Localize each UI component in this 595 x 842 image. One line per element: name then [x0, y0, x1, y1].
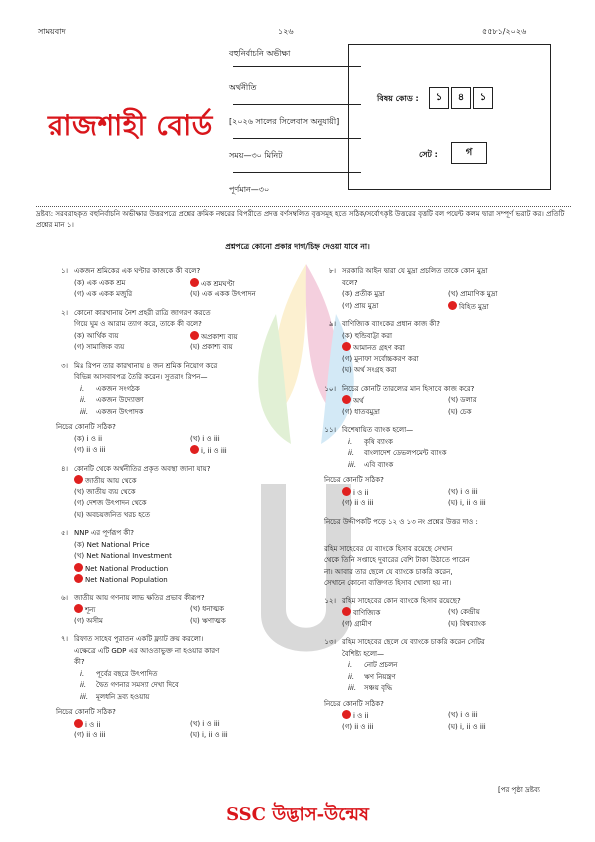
answer-option	[342, 331, 392, 342]
question-text: বিশেষায়িত ব্যাংক হলো—	[342, 426, 414, 434]
answer-option	[342, 395, 364, 407]
filled-bubble	[342, 710, 351, 719]
answer-option	[190, 331, 238, 343]
answer-option	[74, 563, 168, 575]
statement	[80, 692, 149, 703]
statement-text: মূলধনি দ্রব্য হওয়ায়	[96, 692, 150, 701]
option-letter: (ঘ)	[190, 616, 203, 625]
option-text: i ও ii	[353, 488, 369, 497]
stem-intro: নিচের উদ্দীপকটি পড়ে ১২ ও ১৩ নং প্রশ্নের উত্তর দাও :	[324, 517, 478, 526]
option-letter: (ক)	[74, 540, 87, 549]
answer-option	[74, 434, 102, 445]
statement-text: বাংলাদেশ ডেভলপমেন্ট ব্যাংক	[364, 449, 447, 457]
option-text: জাতীয় আয় থেকে	[85, 477, 137, 485]
statement-label: ii.	[80, 396, 87, 404]
divider	[233, 66, 361, 67]
option-letter: (ক)	[342, 331, 355, 340]
question-number: ৫।	[60, 529, 68, 537]
option-letter: (ঘ)	[448, 499, 461, 507]
option-letter: (খ)	[74, 487, 87, 496]
question-text: বিভিন্ন আসবাবপত্র তৈরি করেন। সুতরাং রিপন—	[74, 373, 208, 381]
option-text: ii ও iii	[86, 731, 106, 739]
option-text: প্রতীক মুদ্রা	[354, 290, 385, 298]
answer-option	[74, 278, 125, 289]
answer-option	[74, 289, 132, 300]
brand-footer: SSC উদ্ভাস-উন্মেষ	[226, 804, 369, 825]
question-number: ৯।	[328, 320, 336, 328]
exam-subject: অর্থনীতি	[229, 83, 257, 92]
answer-option	[74, 604, 95, 616]
statement	[348, 660, 397, 671]
option-text: i ও iii	[460, 487, 478, 496]
answer-option	[74, 342, 124, 353]
statement	[348, 460, 393, 471]
answer-option	[190, 616, 226, 627]
statement-label: i.	[80, 384, 85, 393]
stem-text: সেখানে কোনো ব্যক্তিগত হিসাব খোলা হয় না।	[324, 579, 452, 587]
option-letter: (গ)	[74, 446, 87, 454]
option-letter: (গ)	[74, 499, 87, 507]
option-letter: (গ)	[342, 499, 355, 507]
stem-text: না। আবার তার ছেলে যে ব্যাংকে চাকরি করেন,	[324, 567, 453, 576]
question-text: সরকারি আইন দ্বারা যে মুদ্রা প্রচলিত তাকে কোন মুদ্রা	[342, 267, 488, 275]
option-text: হুন্ডিবাট্টা করা	[354, 331, 393, 340]
filled-bubble	[448, 301, 457, 310]
option-text: i ও ii	[85, 720, 101, 729]
option-text: i ও iii	[202, 719, 220, 728]
statement-label: i.	[80, 669, 85, 678]
option-text: অপ্রকাশ্য ব্যয়	[201, 332, 238, 341]
option-text: অর্থ	[353, 397, 364, 405]
statement	[80, 407, 143, 418]
question-number: ৭।	[60, 635, 68, 643]
option-text: i, ii ও iii	[460, 722, 486, 731]
option-letter: (ক)	[74, 434, 87, 443]
answer-option	[74, 574, 168, 586]
option-letter: (ঘ)	[190, 290, 203, 298]
statement-text: নোট প্রচলন	[364, 661, 398, 669]
option-letter: (খ)	[448, 711, 461, 719]
answer-option	[342, 722, 374, 733]
question-text: NNP এর পূর্ণরূপ কী?	[74, 529, 134, 537]
statement-text: দ্বৈত গণনার সমস্যা দেখা দিবে	[96, 681, 179, 689]
answer-option	[448, 289, 497, 300]
option-text: এক শ্রমঘণ্টা	[201, 279, 235, 288]
question-text: একজন শ্রমিকের এক ঘণ্টার কাজকে কী বলে?	[74, 267, 201, 275]
filled-bubble	[74, 604, 83, 613]
filled-bubble	[342, 607, 351, 616]
option-letter: (গ)	[342, 407, 355, 416]
subject-code-label: বিষয় কোড :	[377, 94, 419, 103]
answer-option	[448, 487, 478, 498]
option-text: গ্রামীণ	[354, 619, 372, 628]
filled-bubble	[74, 475, 83, 484]
option-text: i, ii ও iii	[460, 499, 486, 507]
option-text: প্রায় মুদ্রা	[354, 301, 379, 310]
option-text: ঋণাত্মক	[202, 616, 226, 625]
option-letter: (গ)	[342, 354, 355, 363]
option-letter: (খ)	[190, 719, 203, 728]
code-digit: ১	[429, 87, 449, 109]
option-letter: (খ)	[448, 396, 461, 404]
answer-option	[448, 722, 486, 733]
option-text: অর্থ সংগ্রহ করা	[354, 366, 397, 374]
question-text: বাণিজ্যিক ব্যাংকের প্রধান কাজ কী?	[342, 320, 440, 328]
answer-option	[342, 301, 378, 312]
answer-option	[74, 331, 118, 342]
question-text: বলে?	[342, 278, 358, 287]
filled-bubble	[342, 342, 351, 351]
answer-option	[342, 354, 419, 365]
answer-option	[190, 445, 227, 457]
option-text: চেক	[460, 407, 472, 416]
option-text: প্রকাশ্য ব্যয়	[202, 343, 233, 351]
answer-option	[190, 278, 235, 290]
question-text: মিঃ রিপন তার কারখানায় ৪ জন শ্রমিক নিয়োগ করে	[74, 361, 218, 370]
option-text: Net National Price	[86, 540, 150, 549]
answer-option	[190, 730, 228, 741]
answer-option	[74, 719, 100, 731]
option-text: ii ও iii	[354, 722, 374, 731]
statement-text: একজন উৎপাদক	[96, 407, 144, 416]
option-letter: (ক)	[74, 331, 87, 340]
option-text: Net National Investment	[86, 552, 172, 560]
option-text: i ও iii	[202, 434, 220, 443]
option-text: এক একক শ্রম	[86, 278, 126, 287]
subject-code-digits	[429, 87, 495, 109]
divider	[233, 138, 361, 139]
question-number: ৮।	[328, 267, 336, 275]
option-letter: (ঘ)	[190, 731, 203, 739]
option-text: বিশ্বব্যাংক	[460, 619, 486, 628]
answer-option	[342, 607, 380, 619]
option-text: এক একক মজুরি	[86, 290, 133, 298]
next-page-note: [পর পৃষ্ঠা দ্রষ্টব্য	[498, 786, 540, 794]
option-text: মুনাফা সর্বোচ্চকরণ করা	[354, 354, 419, 363]
option-text: বিহিত মুদ্রা	[459, 302, 489, 311]
sub-question: নিচের কোনটি সঠিক?	[324, 699, 384, 708]
option-text: আমানত গ্রহণ করা	[353, 344, 405, 352]
subject-tag: সাময়বাদ	[38, 27, 66, 36]
sub-question: নিচের কোনটি সঠিক?	[56, 423, 116, 431]
question-text: কোনো কারখানায় নৈশ প্রহরী রাত্রি জাগরণ করতে	[74, 308, 211, 317]
question-number: ১।	[60, 267, 68, 275]
option-letter: (গ)	[342, 619, 355, 628]
statement-text: ঋণ নিয়ন্ত্রণ	[364, 672, 396, 681]
answer-option	[342, 407, 380, 418]
option-text: আর্থিক ব্যয়	[86, 331, 119, 340]
sub-question: নিচের কোনটি সঠিক?	[324, 476, 384, 484]
option-letter: (ঘ)	[74, 510, 87, 519]
answer-option	[342, 498, 374, 509]
option-letter: (খ)	[448, 608, 461, 616]
answer-option	[190, 342, 233, 353]
option-text: শূন্য	[85, 606, 96, 614]
filled-bubble	[190, 331, 199, 340]
filled-bubble	[190, 445, 199, 454]
instruction: দ্রষ্টব্য: সরবরাহকৃত বহুনির্বাচনি অভীক্ষার উত্তরপত্রে প্রশ্নের ক্রমিক নম্বরের বিপরীতে প্রদত্ত বর্ণসম্বলিত বৃত্তসমূহ হতে সঠিক/সর্বোৎকৃষ্ট উত্তরের বৃত্তটি বল পয়েন্ট কলম দ্বারা সম্পূর্ণ ভরাট কর। প্রতিটি প্রশ্নের মান ১।	[36, 206, 571, 231]
statement-label: i.	[348, 661, 353, 669]
option-text: Net National Population	[85, 576, 168, 584]
answer-option	[448, 710, 478, 721]
set-value: গ	[451, 142, 487, 164]
option-text: ডলার	[460, 396, 477, 404]
statement-label: iii.	[348, 460, 357, 469]
statement	[80, 669, 157, 680]
question-text: কোনটি থেকে অর্থনীতির প্রকৃত অবস্থা জানা যায়?	[74, 464, 211, 473]
answer-option	[74, 498, 147, 509]
option-text: ii ও iii	[354, 499, 374, 507]
option-text: ধনাত্মক	[202, 605, 225, 613]
answer-option	[74, 510, 150, 521]
question-number: ২।	[60, 308, 68, 317]
question-number: ৩।	[60, 361, 68, 370]
option-text: ধাতবমুদ্রা	[354, 407, 380, 416]
answer-option	[74, 445, 106, 456]
filled-bubble	[342, 395, 351, 404]
code-number: ৫৫৮১/২০২৬	[482, 27, 527, 36]
option-letter: (গ)	[342, 722, 355, 731]
answer-option	[342, 487, 368, 499]
answer-option	[190, 434, 220, 445]
code-box	[348, 44, 551, 190]
question-text: বৈশিষ্ট্য হলো—	[342, 649, 385, 658]
option-letter: (খ)	[448, 290, 461, 298]
question-number: ৪।	[60, 464, 68, 473]
question-text: রহিম সাহেবের কোন ব্যাংকে হিসাব রয়েছে?	[342, 596, 461, 605]
question-number: ১০।	[324, 384, 336, 393]
divider	[233, 104, 361, 105]
option-text: i, ii ও iii	[202, 731, 228, 739]
statement-text: পূর্বের বছরে উৎপাদিত	[96, 669, 158, 678]
statement-label: iii.	[348, 684, 357, 692]
stem-text: রহিম সাহেবের যে ব্যাংকে হিসাব রয়েছে সেখান	[324, 544, 453, 553]
filled-bubble	[342, 487, 351, 496]
statement-text: একজন সংগঠক	[96, 384, 140, 393]
answer-option	[448, 607, 480, 618]
option-letter: (ক)	[342, 290, 355, 298]
option-letter: (গ)	[342, 301, 355, 310]
answer-option	[74, 487, 136, 498]
filled-bubble	[74, 574, 83, 583]
question-text: এক্ষেত্রে এটি GDP এর আওতাভুক্ত না হওয়ার কারণ	[74, 646, 220, 655]
option-letter: (ক)	[74, 278, 87, 287]
answer-option	[190, 289, 256, 300]
answer-option	[74, 540, 150, 551]
page-number: ১২৬	[278, 27, 294, 36]
option-letter: (খ)	[190, 605, 203, 613]
code-digit: ১	[473, 87, 493, 109]
statement	[80, 384, 140, 395]
statement-label: ii.	[80, 681, 87, 689]
option-text: এক একক উৎপাদন	[202, 290, 256, 298]
filled-bubble	[74, 563, 83, 572]
option-text: জাতীয় ব্যয় থেকে	[86, 487, 136, 496]
answer-option	[342, 710, 368, 722]
exam-type: বহুনির্বাচনি অভীক্ষা	[229, 49, 291, 58]
option-letter: (ঘ)	[448, 407, 461, 416]
code-digit: ৪	[451, 87, 471, 109]
question-text: রহিম সাহেবের ছেলে যে ব্যাংকে চাকরি করেন সেটির	[342, 638, 485, 646]
statement	[80, 680, 179, 691]
answer-option	[74, 475, 137, 487]
option-letter: (খ)	[190, 434, 203, 443]
option-letter: (ঘ)	[448, 619, 461, 628]
question-text: নিচের কোনটি তারল্যের মান হিসাবে কাজ করে?	[342, 384, 475, 393]
exam-info	[221, 38, 352, 194]
exam-syllabus: [২০২৬ সালের সিলেবাস অনুযায়ী]	[229, 117, 340, 126]
option-letter: (গ)	[74, 731, 87, 739]
option-text: প্রামাণিক মুদ্রা	[460, 290, 498, 298]
answer-option	[190, 604, 224, 615]
board-title: রাজশাহী বোর্ড	[48, 109, 213, 142]
statement	[348, 683, 392, 694]
question-text: জাতীয় আয় গণনায় লাভ ক্ষতির প্রভাব কীরূপ?	[74, 593, 205, 602]
option-text: ii ও iii	[86, 446, 106, 454]
question-text: গিয়ে ঘুম ও আরাম ত্যাগ করে, তাকে কী বলে?	[74, 320, 202, 328]
answer-option	[190, 719, 220, 730]
answer-option	[74, 551, 172, 562]
exam-time: সময়—৩০ মিনিট	[229, 151, 283, 160]
question-number: ১৩।	[324, 638, 336, 646]
statement-text: কৃষি ব্যাংক	[364, 437, 393, 446]
set-label: সেট :	[419, 150, 438, 159]
option-letter: (গ)	[74, 616, 87, 625]
option-letter: (খ)	[74, 552, 87, 560]
answer-option	[448, 395, 477, 406]
option-text: i ও ii	[86, 434, 103, 443]
option-letter: (ঘ)	[448, 722, 461, 731]
question-text: রিফাত সাহেব পুরাতন একটি ফ্ল্যাট ক্রয় করলো।	[74, 635, 204, 643]
answer-option	[342, 289, 385, 300]
option-text: দেশজ উৎপাদন থেকে	[86, 499, 147, 507]
option-text: i ও iii	[460, 711, 478, 719]
statement	[348, 672, 396, 683]
stem-text: থেকে তিনি সপ্তাহে দুবারের বেশি টাকা উঠাতে পারেন	[324, 556, 470, 564]
option-text: সামাজিক ব্যয়	[86, 343, 125, 351]
statement-label: iii.	[80, 407, 89, 416]
option-text: অসীম	[86, 616, 103, 625]
statement-label: ii.	[348, 672, 355, 681]
option-letter: (ঘ)	[190, 343, 203, 351]
filled-bubble	[74, 719, 83, 728]
answer-option	[448, 301, 489, 313]
answer-option	[74, 616, 103, 627]
statement-text: সঞ্চয় বৃদ্ধি	[364, 684, 393, 692]
answer-option	[342, 619, 372, 630]
answer-option	[448, 407, 472, 418]
filled-bubble	[190, 278, 199, 287]
statement-label: i.	[348, 437, 353, 446]
statement-label: iii.	[80, 692, 89, 701]
question-number: ৬।	[60, 593, 68, 602]
statement	[348, 448, 447, 459]
statement	[80, 395, 144, 406]
option-text: বাণিজ্যিক	[353, 609, 381, 617]
question-number: ১২।	[324, 596, 336, 605]
no-mark-notice: প্রশ্নপত্রে কোনো প্রকার দাগ/চিহ্ন দেওয়া যাবে না।	[225, 242, 370, 251]
answer-option	[342, 342, 405, 354]
option-text: অবচয়জনিত খরচ হতে	[86, 510, 150, 519]
statement	[348, 437, 393, 448]
option-text: কেন্দ্রীয়	[460, 608, 480, 616]
answer-option	[448, 619, 486, 630]
exam-marks: পূর্ণমান—৩০	[229, 185, 270, 194]
option-text: Net National Production	[85, 564, 169, 573]
option-letter: (খ)	[448, 487, 461, 496]
sub-question: নিচের কোনটি সঠিক?	[56, 708, 116, 716]
answer-option	[448, 498, 486, 509]
question-text: কী?	[74, 658, 85, 666]
option-letter: (গ)	[74, 290, 87, 298]
answer-option	[342, 365, 396, 376]
option-letter: (ঘ)	[342, 366, 355, 374]
option-letter: (গ)	[74, 343, 87, 351]
statement-label: ii.	[348, 449, 355, 457]
statement-text: একজন উদ্যোক্তা	[96, 396, 144, 404]
option-text: i ও ii	[353, 712, 369, 720]
question-number: ১১।	[324, 426, 336, 434]
statement-text: এবি ব্যাংক	[364, 460, 394, 469]
divider	[233, 172, 361, 173]
answer-option	[74, 730, 106, 741]
option-text: i, ii ও iii	[201, 447, 227, 455]
